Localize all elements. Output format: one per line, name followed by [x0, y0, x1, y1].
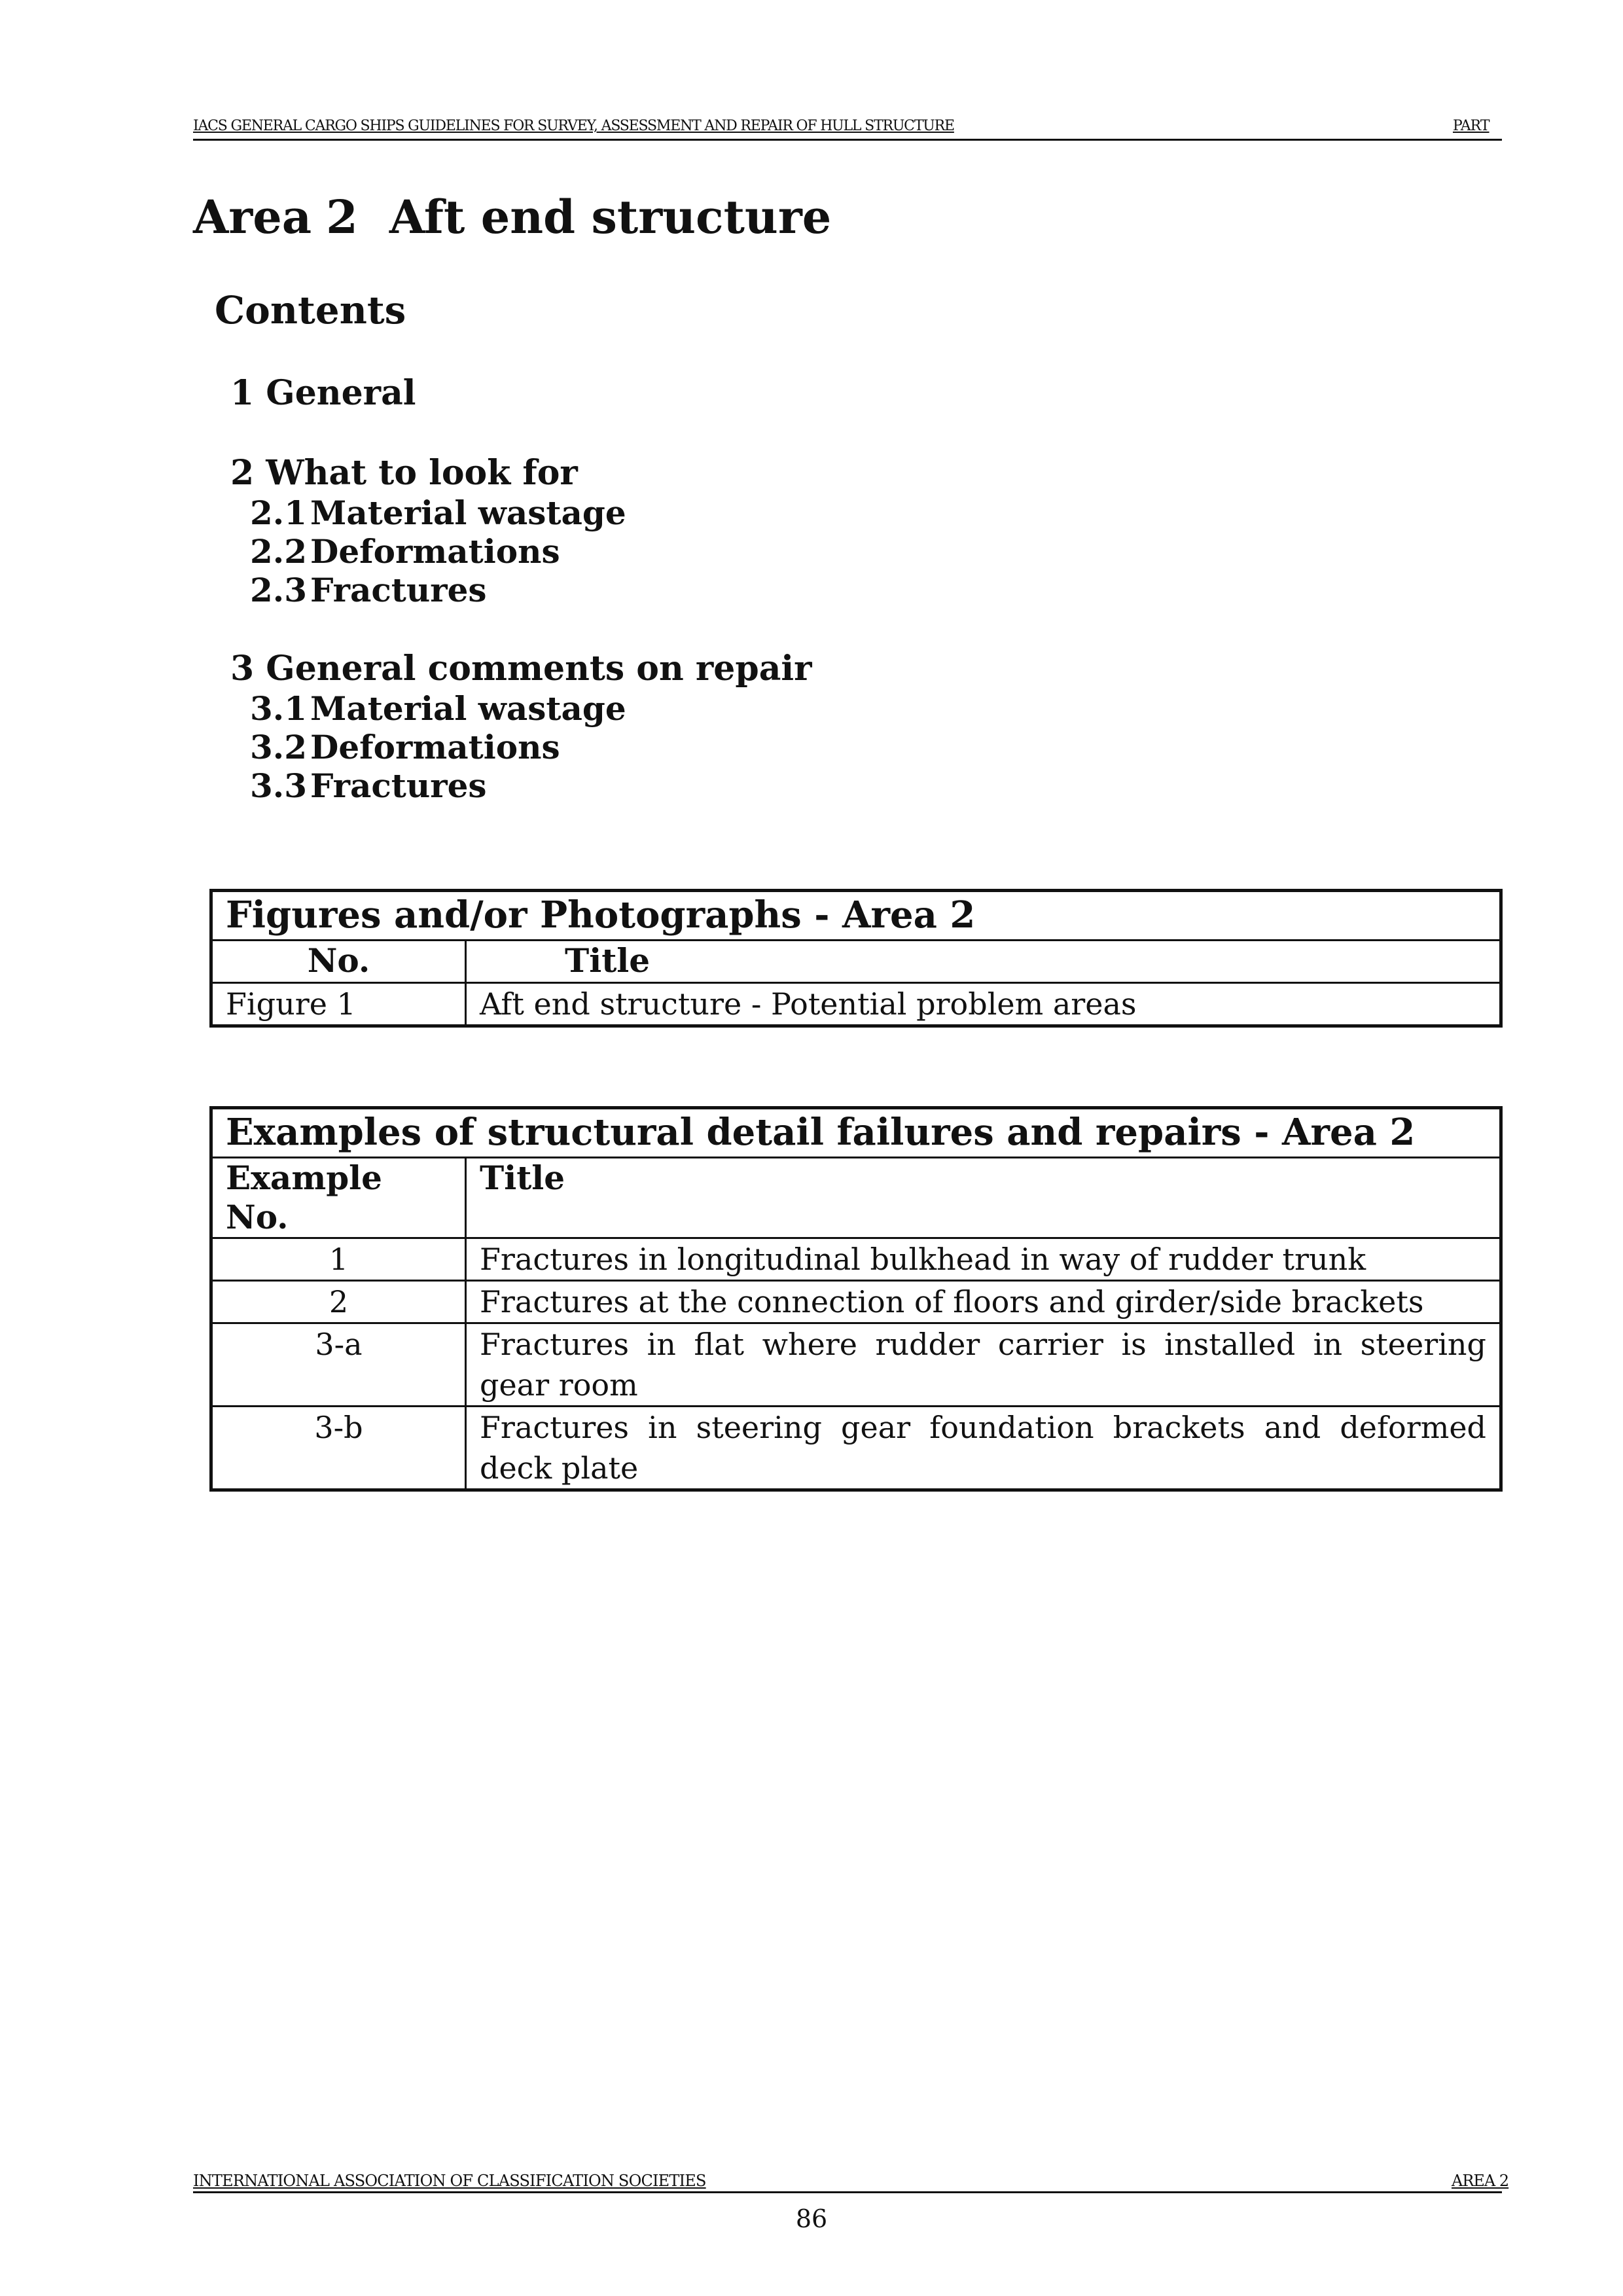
table-of-contents	[230, 373, 812, 805]
running-footer-org: INTERNATIONAL ASSOCIATION OF CLASSIFICATION SOCIETIES	[193, 2172, 706, 2190]
table-row	[211, 1238, 1501, 1281]
figures-table	[209, 889, 1503, 1028]
figures-col-no: No.	[211, 941, 466, 983]
examples-table-caption: Examples of structural detail failures and repairs - Area 2	[211, 1108, 1501, 1158]
toc-subsection: 3.2 Deformations	[250, 728, 560, 766]
example-no: 1	[211, 1238, 466, 1281]
examples-table	[209, 1106, 1503, 1492]
example-title: Fractures in longitudinal bulkhead in way of rudder trunk	[466, 1238, 1501, 1281]
toc-section: 3 General comments on repair	[230, 649, 812, 689]
toc-section: 2 What to look for	[230, 453, 578, 493]
footer-rule	[193, 2191, 1502, 2193]
toc-subsection: 3.3 Fractures	[250, 766, 487, 805]
toc-subsection: 2.2 Deformations	[250, 532, 560, 571]
table-row	[211, 983, 1501, 1026]
table-row	[211, 1281, 1501, 1323]
page-title	[193, 190, 831, 244]
figures-table-caption: Figures and/or Photographs - Area 2	[211, 891, 1501, 941]
example-no: 3-b	[211, 1407, 466, 1490]
example-title: Fractures at the connection of floors and girder/side brackets	[466, 1281, 1501, 1323]
figures-col-title: Title	[466, 941, 1501, 983]
example-no: 3-a	[211, 1323, 466, 1407]
title-text: Aft end structure	[389, 190, 832, 244]
examples-col-title: Title	[466, 1158, 1501, 1238]
example-title: Fractures in flat where rudder carrier is installed in steering gear room	[466, 1323, 1501, 1407]
figure-no: Figure 1	[211, 983, 466, 1026]
contents-heading: Contents	[215, 288, 406, 332]
page-number: 86	[795, 2204, 828, 2233]
toc-section: 1 General	[230, 373, 416, 413]
table-row	[211, 1323, 1501, 1407]
running-header-title: IACS GENERAL CARGO SHIPS GUIDELINES FOR SURVEY, ASSESSMENT AND REPAIR OF HULL STRUCTURE	[193, 118, 954, 134]
table-row	[211, 1407, 1501, 1490]
toc-subsection: 2.1 Material wastage	[250, 493, 626, 532]
header-rule	[193, 139, 1502, 141]
toc-subsection: 2.3 Fractures	[250, 571, 487, 609]
figure-title: Aft end structure - Potential problem areas	[466, 983, 1501, 1026]
title-prefix: Area	[193, 190, 312, 244]
running-footer-area: AREA 2	[1452, 2172, 1509, 2190]
title-number: 2	[326, 190, 358, 244]
example-no: 2	[211, 1281, 466, 1323]
running-header-part: PART	[1453, 118, 1489, 134]
toc-subsection: 3.1 Material wastage	[250, 689, 626, 728]
examples-col-no: Example No.	[211, 1158, 466, 1238]
example-title: Fractures in steering gear foundation brackets and deformed deck plate	[466, 1407, 1501, 1490]
